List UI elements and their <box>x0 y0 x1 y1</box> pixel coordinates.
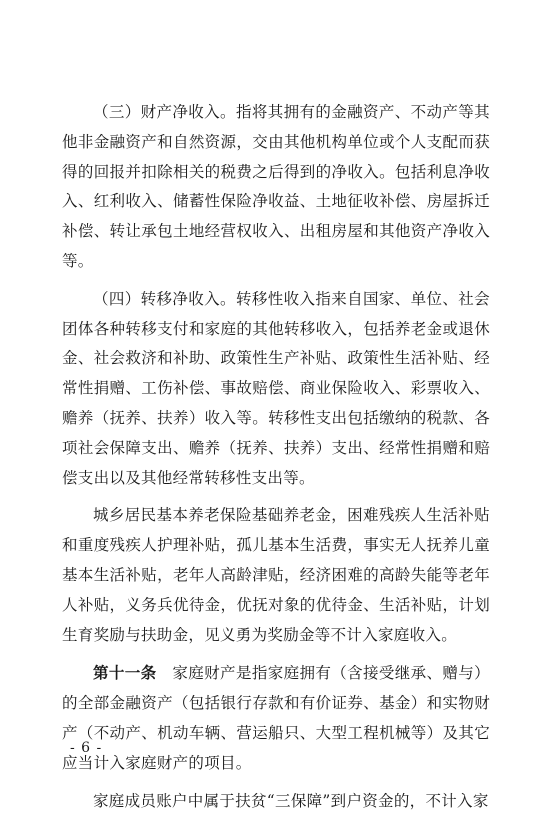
paragraph-text: （三）财产净收入。指将其拥有的金融资产、不动产等其他非金融资产和自然资源，交由其他机构单位或个人支配而获得的回报并扣除相关的税费之后得到的净收入。包括利息净收入、红利收入、储蓄性保险净收益、土地征收补偿、房屋拆迁补偿、转让承包土地经营权收入、出租房屋和其他资产净收入等。 <box>62 103 490 270</box>
paragraph-text: （四）转移净收入。转移性收入指来自国家、单位、社会团体各种转移支付和家庭的其他转移收入，包括养老金或退休金、社会救济和补助、政策性生产补贴、政策性生活补贴、经常性捐赠、工伤补偿、事故赔偿、商业保险收入、彩票收入、赡养（抚养、扶养）收入等。转移性支出包括缴纳的税款、各项社会保障支出、赡养（抚养、扶养）支出、经常性捐赠和赔偿支出以及其他经常转移性支出等。 <box>62 289 490 487</box>
paragraph-text: 城乡居民基本养老保险基础养老金，困难残疾人生活补贴和重度残疾人护理补贴，孤儿基本生活费，事实无人抚养儿童基本生活补贴，老年人高龄津贴，经济困难的高龄失能等老年人补贴，义务兵优待金，优抚对象的优待金、生活补贴，计划生育奖励与扶助金，见义勇为奖励金等不计入家庭收入。 <box>62 506 490 644</box>
paragraph-transfer-income <box>62 285 490 494</box>
article-heading: 第十一条 <box>93 663 157 683</box>
page-number: - 6 - <box>70 740 103 756</box>
paragraph-article-eleven <box>62 658 490 778</box>
paragraph-account-funds <box>62 787 490 817</box>
paragraph-text: 家庭成员账户中属于扶贫“三保障”到户资金的，不计入家 <box>93 791 489 810</box>
paragraph-text: 家庭财产是指家庭拥有（含接受继承、赠与）的全部金融资产（包括银行存款和有价证券、基金）和实物财产（不动产、机动车辆、营运船只、大型工程机械等）及其它应当计入家庭财产的项目。 <box>62 664 490 772</box>
document-page <box>62 98 490 820</box>
paragraph-excluded-income <box>62 501 490 650</box>
paragraph-property-income <box>62 98 490 277</box>
